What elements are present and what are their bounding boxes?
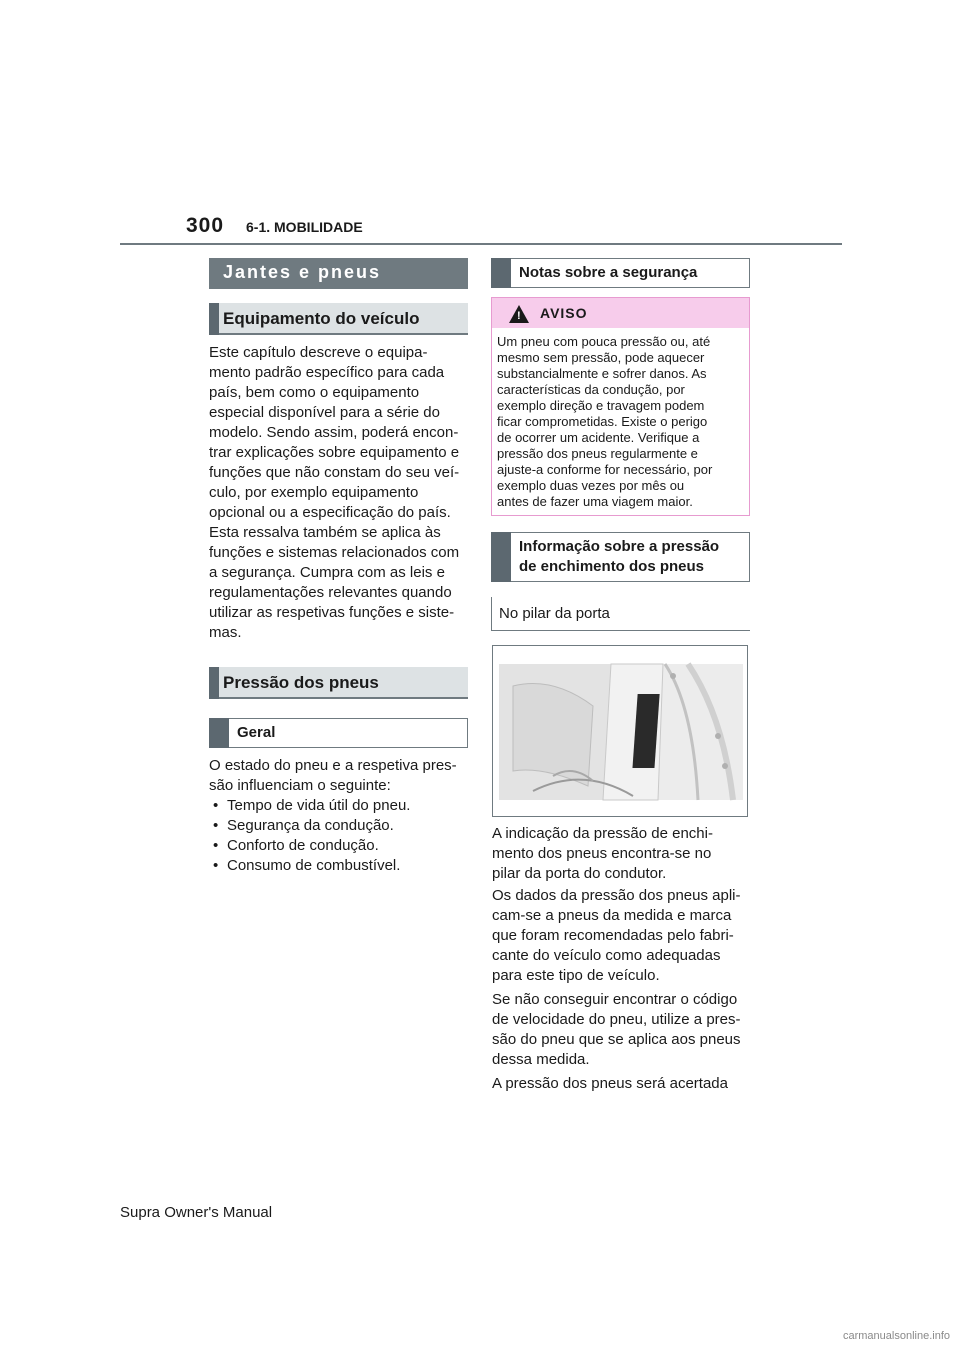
subheading-marker bbox=[209, 303, 219, 335]
subheading-label: Equipamento do veículo bbox=[223, 309, 420, 328]
general-paragraph: O estado do pneu e a respetiva pres- são influenciam o seguinte: bbox=[209, 757, 457, 794]
warning-text: Um pneu com pouca pressão ou, até mesmo sem pressão, pode aquecer substancialmente e sofrer danos. As características da condução, por exemplo direção e travagem podem ficar comprometidas. Existe o perigo de ocorrer um acidente. Verifique a pressão dos pneus regularmente e ajuste-a conforme for necessário, por exemplo duas vezes por mês ou antes de fazer uma viagem maior. bbox=[497, 334, 713, 509]
page-number: 300 bbox=[186, 214, 225, 237]
list-item: • Segurança da condução. bbox=[209, 816, 471, 836]
warning-header bbox=[492, 298, 749, 328]
box-heading-seguranca bbox=[491, 258, 750, 288]
box-heading-marker bbox=[491, 258, 511, 288]
chapter-title: 6-1. MOBILIDADE bbox=[246, 219, 363, 235]
subheading-equipamento bbox=[209, 303, 468, 335]
door-pillar-drawing bbox=[493, 646, 747, 816]
influence-list bbox=[209, 796, 471, 876]
subheading-pressao bbox=[209, 667, 468, 699]
box-heading-geral bbox=[209, 718, 468, 748]
figure-caption: No pilar da porta bbox=[499, 605, 610, 622]
list-item: • Conforto de condução. bbox=[209, 836, 471, 856]
door-pillar-illustration bbox=[492, 645, 748, 817]
warning-title: AVISO bbox=[540, 305, 588, 321]
warning-box bbox=[491, 297, 750, 516]
list-item: • Tempo de vida útil do pneu. bbox=[209, 796, 471, 816]
pressure-adjust-paragraph: A pressão dos pneus será acertada bbox=[492, 1075, 728, 1092]
list-item: • Consumo de combustível. bbox=[209, 856, 471, 876]
box-heading-informacao bbox=[491, 532, 750, 582]
manual-name: Supra Owner's Manual bbox=[120, 1204, 273, 1221]
box-heading-label: Informação sobre a pressão de enchimento dos pneus bbox=[519, 538, 720, 575]
box-heading-marker bbox=[209, 718, 229, 748]
subheading-label: Pressão dos pneus bbox=[223, 673, 379, 692]
pressure-data-paragraph: Os dados da pressão dos pneus apli- cam-se a pneus da medida e marca que foram recomendadas pelo fabri- cante do veículo como adequadas para este tipo de veículo. bbox=[492, 887, 741, 984]
warning-triangle-icon: ! bbox=[509, 305, 529, 323]
box-heading-label: Notas sobre a segurança bbox=[519, 264, 698, 281]
box-heading-marker bbox=[491, 532, 511, 582]
equipment-paragraph: Este capítulo descreve o equipa- mento padrão específico para cada país, bem como o equipamento especial disponível para a série do modelo. Sendo assim, poderá encon- trar explicações sobre equipamento e funções que não constam do seu veí- culo, por exemplo equipamento opcional ou a especificação do país. Esta ressalva também se aplica às funções e sistemas relacionados com a segurança. Cumpra com as leis e regulamentações relevantes quando utilizar as respetivas funções e siste- mas. bbox=[209, 344, 460, 641]
section-title: Jantes e pneus bbox=[209, 258, 468, 289]
box-heading-label: Geral bbox=[237, 724, 276, 741]
pressure-location-paragraph: A indicação da pressão de enchi- mento dos pneus encontra-se no pilar da porta do condutor. bbox=[492, 825, 713, 882]
subheading-marker bbox=[209, 667, 219, 699]
header-divider bbox=[120, 243, 842, 245]
speed-code-paragraph: Se não conseguir encontrar o código de velocidade do pneu, utilize a pres- são do pneu que se aplica aos pneus dessa medida. bbox=[492, 991, 741, 1068]
watermark: carmanualsonline.info bbox=[842, 1330, 950, 1342]
figure-caption-box bbox=[491, 597, 750, 631]
